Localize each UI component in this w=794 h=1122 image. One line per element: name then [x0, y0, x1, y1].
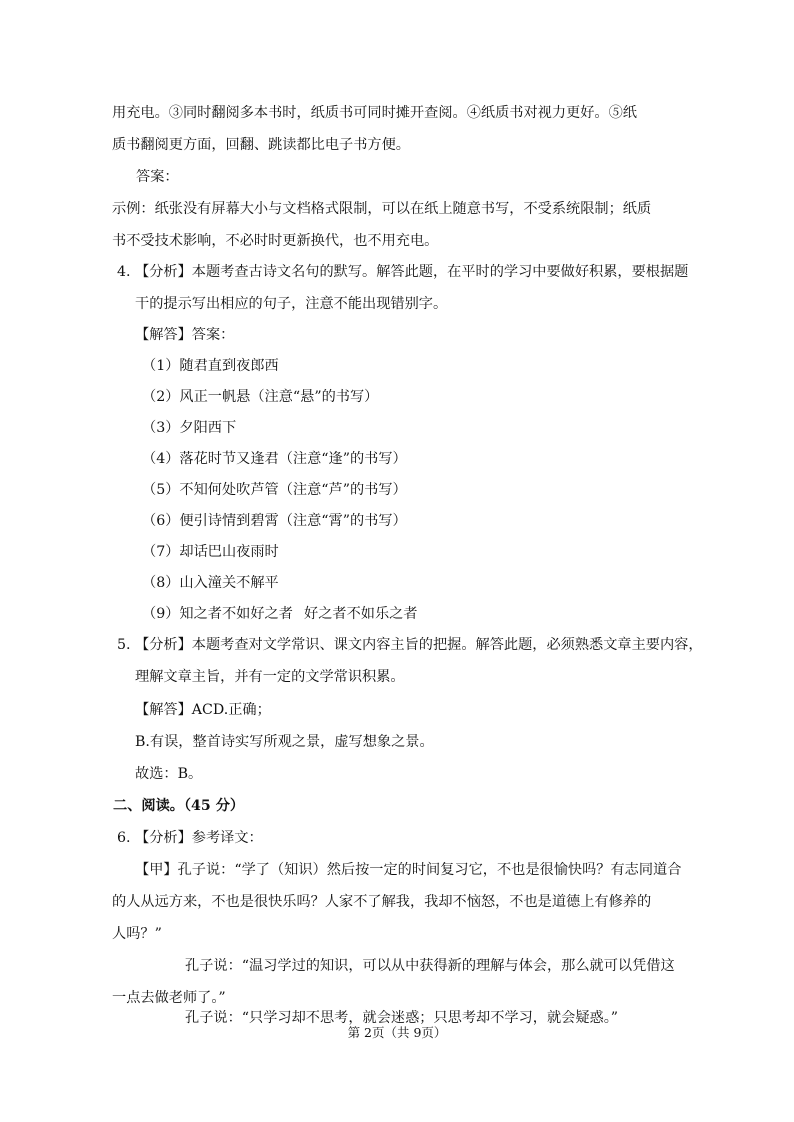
q4-answer-9-part-2: 好之者不如乐之者 — [304, 606, 418, 622]
answer-label: 答案： — [136, 169, 179, 185]
q4-answer-7: （7）却话巴山夜雨时 — [142, 544, 279, 560]
q5-b-line: B.有误，整首诗实写所观之景，虚写想象之景。 — [135, 734, 434, 750]
continuation-line-2: 质书翻阅更方面，回翻、跳读都比电子书方便。 — [112, 137, 410, 153]
q4-answer-5: （5）不知何处吹芦管（注意“芦”的书写） — [142, 482, 407, 498]
q5-solution: 【解答】ACD.正确； — [135, 702, 271, 718]
q4-answer-3: （3）夕阳西下 — [142, 420, 237, 436]
q6-analysis: 【分析】参考译文： — [135, 830, 263, 846]
q6-p2-line-2: 一点去做老师了。” — [112, 990, 226, 1006]
q4-analysis-line-1: 【分析】本题考查古诗文名句的默写。解答此题，在平时的学习中要做好积累，要根据题 — [135, 264, 689, 280]
q4-answer-6: （6）便引诗情到碧霄（注意“霄”的书写） — [142, 513, 407, 529]
q5-analysis-line-1: 【分析】本题考查对文学常识、课文内容主旨的把握。解答此题，必须熟悉文章主要内容， — [135, 637, 703, 653]
q6-jia-line-3: 人吗？” — [112, 926, 162, 942]
q4-answer-2: （2）风正一帆悬（注意“悬”的书写） — [142, 389, 379, 405]
q6-jia-line-1: 【甲】孔子说：“学了（知识）然后按一定的时间复习它，不也是很愉快吗？有志同道合 — [135, 862, 682, 878]
q4-answer-8: （8）山入潼关不解平 — [142, 575, 279, 591]
q4-answer-4: （4）落花时节又逢君（注意“逢”的书写） — [142, 451, 407, 467]
page-footer: 第 2页（共 9页） — [347, 1025, 447, 1040]
continuation-line-1: 用充电。③同时翻阅多本书时，纸质书可同时摊开查阅。④纸质书对视力更好。⑤纸 — [112, 105, 637, 121]
q5-analysis-line-2: 理解文章主旨，并有一定的文学常识积累。 — [135, 669, 405, 685]
q5-number: 5. — [117, 637, 131, 653]
q6-jia-line-2: 的人从远方来，不也是很快乐吗？人家不了解我，我却不恼怒，不也是道德上有修养的 — [112, 894, 652, 910]
q6-p2-line-1: 孔子说：“温习学过的知识，可以从中获得新的理解与体会，那么就可以凭借这 — [185, 958, 675, 974]
q4-answer-9: （9）知之者不如好之者 — [142, 606, 293, 622]
q5-choice: 故选：B。 — [135, 766, 203, 782]
q4-number: 4. — [117, 264, 131, 280]
section-2-title: 二、阅读。（45 分） — [113, 798, 245, 814]
example-line-2: 书不受技术影响，不必时时更新换代，也不用充电。 — [112, 233, 439, 249]
example-line-1: 示例：纸张没有屏幕大小与文档格式限制，可以在纸上随意书写，不受系统限制；纸质 — [112, 201, 652, 217]
q4-solution: 【解答】答案： — [135, 327, 235, 343]
q6-p3-line-1: 孔子说：“只学习却不思考，就会迷惑；只思考却不学习，就会疑惑。” — [185, 1010, 619, 1026]
q6-number: 6. — [117, 830, 131, 846]
q4-analysis-line-2: 干的提示写出相应的句子，注意不能出现错别字。 — [135, 296, 448, 312]
q4-answer-1: （1）随君直到夜郎西 — [142, 358, 279, 374]
